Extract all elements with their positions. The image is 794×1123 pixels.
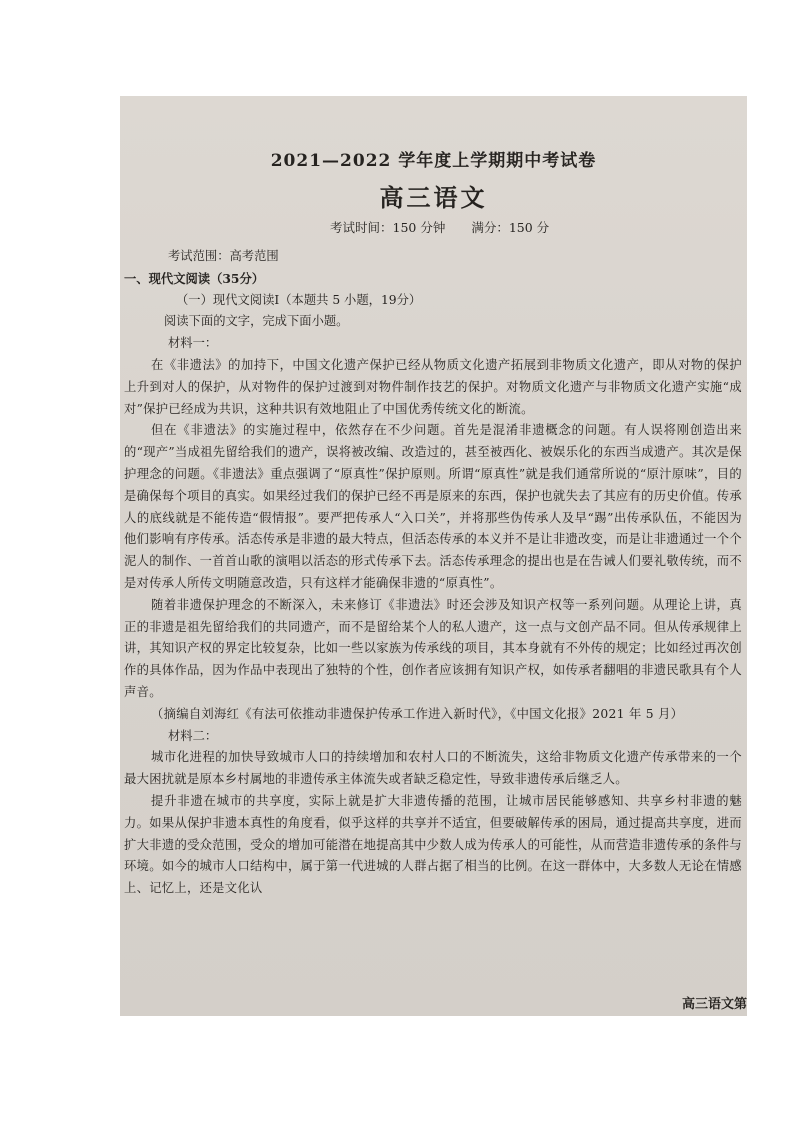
material-1-label: 材料一： bbox=[168, 336, 218, 351]
exam-year-title: 2021—2022 学年度上学期期中考试卷 bbox=[270, 151, 597, 171]
exam-time: 考试时间：150 分钟 bbox=[330, 220, 446, 235]
exam-body bbox=[124, 246, 742, 900]
exam-meta bbox=[330, 218, 549, 236]
material-2-label: 材料二： bbox=[168, 728, 218, 743]
exam-score: 满分：150 分 bbox=[471, 220, 550, 235]
exam-scope: 考试范围：高考范围 bbox=[168, 249, 279, 263]
subject-title: 高三语文 bbox=[379, 183, 488, 212]
material-1-source: （摘编自刘海红《有法可依推动非遗保护传承工作进入新时代》，《中国文化报》2021 年 5 月） bbox=[151, 706, 684, 721]
exam-paper bbox=[120, 96, 747, 1016]
subsection-heading: （一）现代文阅读Ⅰ（本题共 5 小题，19分） bbox=[176, 292, 422, 307]
material-1-paragraph-3: 随着非遗保护理念的不断深入，未来修订《非遗法》时还会涉及知识产权等一系列问题。从理论上讲，真正的非遗是祖先留给我们的共同遗产，而不是留给某个人的私人遗产，这一点与文创产品不同。但从传承规律上讲，其知识产权的界定比较复杂，比如一些以家族为传承线的项目，其本身就有不外传的规定；比如经过再次创作的具体作品，因为作品中表现出了独特的个性，创作者应该拥有知识产权，如传承者翻唱的非遗民歌具有个人声音。 bbox=[124, 597, 742, 699]
material-2-paragraph-2: 提升非遗在城市的共享度，实际上就是扩大非遗传播的范围，让城市居民能够感知、共享乡村非遗的魅力。如果从保护非遗本真性的角度看，似乎这样的共享并不适宜，但要破解传承的困局，通过提高共享度，进而扩大非遗的受众范围，受众的增加可能潜在地提高其中少数人成为传承人的可能性，从而营造非遗传承的条件与环境。如今的城市人口结构中，属于第一代进城的人群占据了相当的比例。在这一群体中，大多数人无论在情感上、记忆上，还是文化认 bbox=[124, 793, 742, 896]
material-1-paragraph-1: 在《非遗法》的加持下，中国文化遗产保护已经从物质文化遗产拓展到非物质文化遗产，即从对物的保护上升到对人的保护，从对物件的保护过渡到对物件制作技艺的保护。对物质文化遗产与非物质文化遗产实施“成对”保护已经成为共识，这种共识有效地阻止了中国优秀传统文化的断流。 bbox=[124, 357, 742, 416]
page-footer: 高三语文第 bbox=[681, 997, 747, 1012]
instruction-text: 阅读下面的文字，完成下面小题。 bbox=[164, 314, 349, 329]
material-2-paragraph-1: 城市化进程的加快导致城市人口的持续增加和农村人口的不断流失，这给非物质文化遗产传承带来的一个最大困扰就是原本乡村属地的非遗传承主体流失或者缺乏稳定性，导致非遗传承后继乏人。 bbox=[124, 750, 742, 787]
section-heading: 一、现代文阅读（35分） bbox=[124, 270, 265, 286]
material-1-paragraph-2: 但在《非遗法》的实施过程中，依然存在不少问题。首先是混淆非遗概念的问题。有人误将刚创造出来的“现产”当成祖先留给我们的遗产，误将被改编、改造过的，甚至被西化、被娱乐化的东西当成遗产。其次是保护理念的问题。《非遗法》重点强调了“原真性”保护原则。所谓“原真性”就是我们通常所说的“原汁原味”，目的是确保每个项目的真实。如果经过我们的保护已经不再是原来的东西，保护也就失去了其应有的历史价值。传承人的底线就是不能传造“假情报”。要严把传承人“入口关”，并将那些伪传承人及早“踢”出传承队伍，不能因为他们影响有序传承。活态传承是非遗的最大特点，但活态传承的本义并不是让非遗改变，而是让非遗通过一个个泥人的制作、一首首山歌的演唱以活态的形式传承下去。活态传承理念的提出也是在告诫人们要礼敬传统，而不是对传承人所传文明随意改造，只有这样才能确保非遗的“原真性”。 bbox=[124, 423, 742, 590]
